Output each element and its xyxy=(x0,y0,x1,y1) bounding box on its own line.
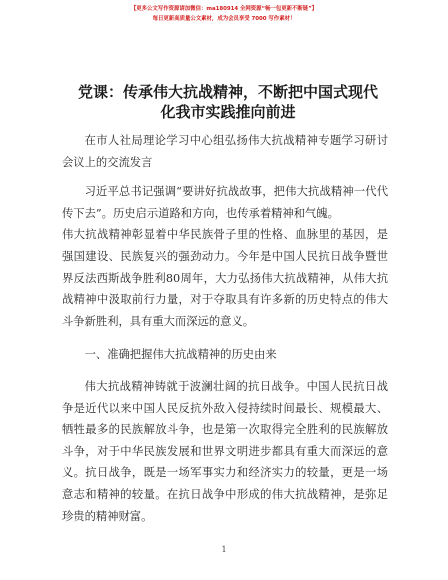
subtitle-paragraph: 在市人社局理论学习中心组弘扬伟大抗战精神专题学习研讨会议上的交流发言 xyxy=(62,134,388,169)
promo-banner xyxy=(0,4,448,24)
page-number: 1 xyxy=(221,545,227,554)
section-heading: 一、准确把握伟大抗战精神的历史由来 xyxy=(84,348,277,362)
body-paragraph-2: 伟大抗战精神彰显着中华民族骨子里的性格、血脉里的基因，是强国建设、民族复兴的强劲动力。今年是中国人民抗日战争暨世界反法西斯战争胜利80周年，大力弘扬伟大抗战精神，从伟大抗战精神中汲取前行力量，对于夺取具有许多新的历史特点的伟大斗争新胜利，具有重大而深远的意义。 xyxy=(62,228,388,328)
title-line-1: 党课：传承伟大抗战精神，不断把中国式现代 xyxy=(77,83,378,101)
document-title xyxy=(48,82,408,122)
title-line-2: 化我市实践推向前进 xyxy=(160,103,296,121)
document-body xyxy=(62,130,388,539)
body-paragraph-1: 习近平总书记强调“要讲好抗战故事，把伟大抗战精神一代代传下去”。历史启示道路和方向，也传承着精神和气魄。 xyxy=(62,185,388,220)
promo-banner-line-1: 【更多公文写作资源请加微信：ma180914 全网资源“畅一包更新不断链”】 xyxy=(130,6,318,12)
body-paragraph-3: 伟大抗战精神铸就于波澜壮阔的抗日战争。中国人民抗日战争是近代以来中国人民反抗外敌入侵持续时间最长、规模最大、牺牲最多的民族解放斗争，也是第一次取得完全胜利的民族解放斗争，对于中华民族发展和世界文明进步都具有重大而深远的意义。抗日战争，既是一场军事实力和经济实力的较量，更是一场意志和精神的较量。在抗日战争中形成的伟大抗战精神，是弥足珍贵的精神财富。 xyxy=(62,379,388,523)
promo-banner-line-2: 每日更新高质量公文素材，成为会员享受 7000 写作素材！ xyxy=(152,16,296,22)
